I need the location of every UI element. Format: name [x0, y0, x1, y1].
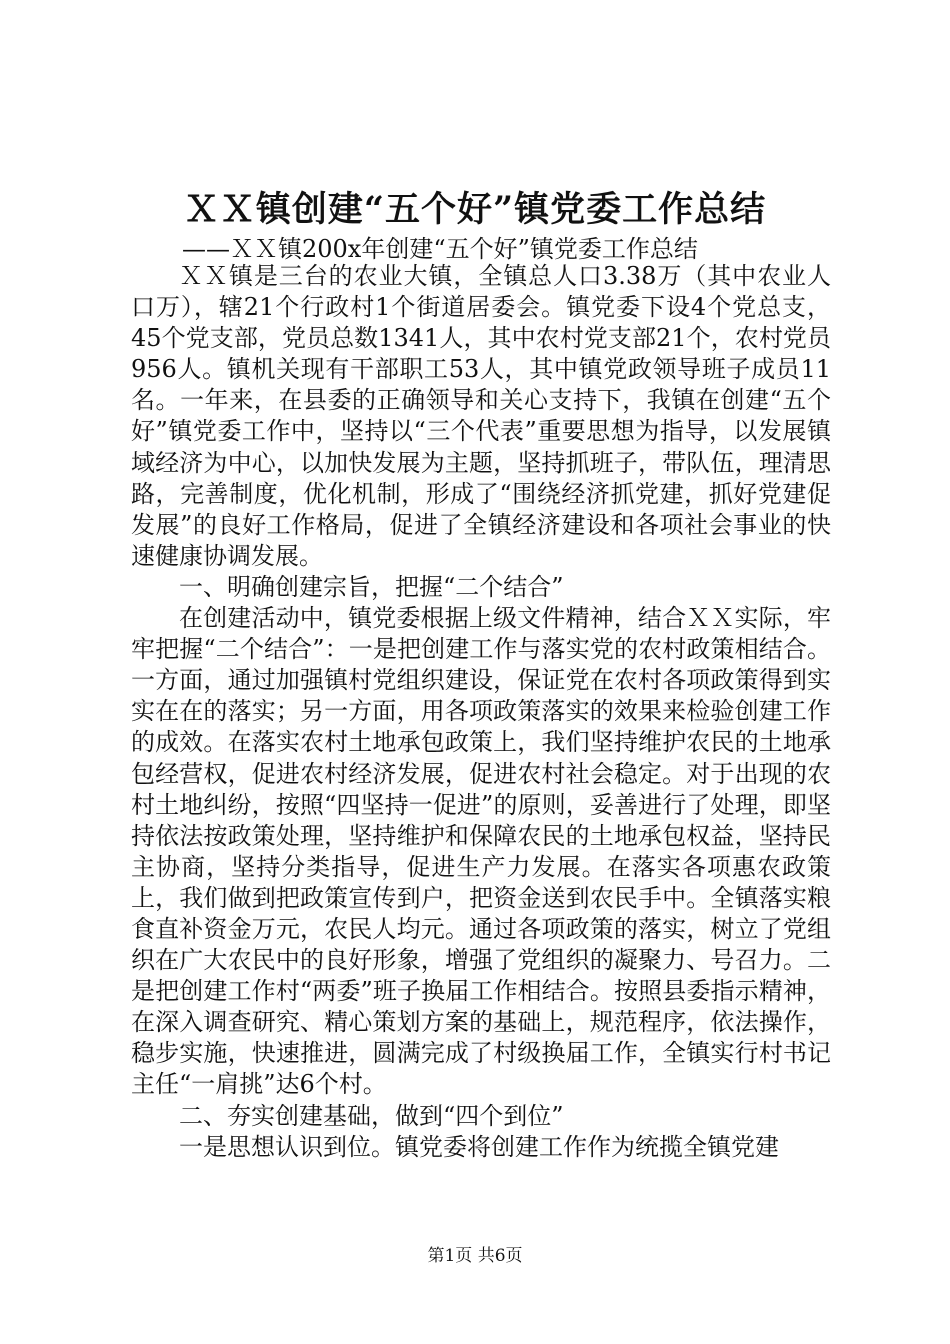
page-footer: 第1页 共6页 [427, 1246, 523, 1266]
paragraph-section-1: 在创建活动中，镇党委根据上级文件精神，结合ＸＸ实际，牢牢把握“二个结合”：一是把创建工作与落实党的农村政策相结合。一方面，通过加强镇村党组织建设，保证党在农村各项政策得到实实在在的落实；另一方面，用各项政策落实的效果来检验创建工作的成效。在落实农村土地承包政策上，我们坚持维护农民的土地承包经营权，促进农村经济发展，促进农村社会稳定。对于出现的农村土地纠纷，按照“四坚持一促进”的原则，妥善进行了处理，即坚持依法按政策处理，坚持维护和保障农民的土地承包权益，坚持民主协商，坚持分类指导，促进生产力发展。在落实各项惠农政策上，我们做到把政策宣传到户，把资金送到农民手中。全镇落实粮食直补资金万元，农民人均元。通过各项政策的落实，树立了党组织在广大农民中的良好形象，增强了党组织的凝聚力、号召力。二是把创建工作村“两委”班子换届工作相结合。按照县委指示精神，在深入调查研究、精心策划方案的基础上，规范程序，依法操作，稳步实施，快速推进，圆满完成了村级换届工作，全镇实行村书记主任“一肩挑”达6个村。 [131, 604, 831, 1099]
paragraph-section-2: 一是思想认识到位。镇党委将创建工作作为统揽全镇党建 [179, 1132, 779, 1161]
document-subtitle: ——ＸＸ镇200x年创建“五个好”镇党委工作总结 [182, 235, 698, 263]
paragraph-intro: ＸＸ镇是三台的农业大镇，全镇总人口3.38万（其中农业人口万），辖21个行政村1个街道居委会。镇党委下设4个党总支，45个党支部，党员总数1341人，其中农村党支部21个，农村党员956人。镇机关现有干部职工53人，其中镇党政领导班子成员11名。一年来，在县委的正确领导和关心支持下，我镇在创建“五个好”镇党委工作中，坚持以“三个代表”重要思想为指导，以发展镇域经济为中心，以加快发展为主题，坚持抓班子，带队伍，理清思路，完善制度，优化机制，形成了“围绕经济抓党建，抓好党建促发展”的良好工作格局，促进了全镇经济建设和各项社会事业的快速健康协调发展。 [131, 262, 831, 570]
section-heading-2: 二、夯实创建基础，做到“四个到位” [179, 1101, 564, 1130]
document-body [131, 261, 831, 1163]
section-heading-1: 一、明确创建宗旨，把握“二个结合” [179, 572, 564, 601]
document-title: ＸＸ镇创建“五个好”镇党委工作总结 [183, 189, 767, 230]
